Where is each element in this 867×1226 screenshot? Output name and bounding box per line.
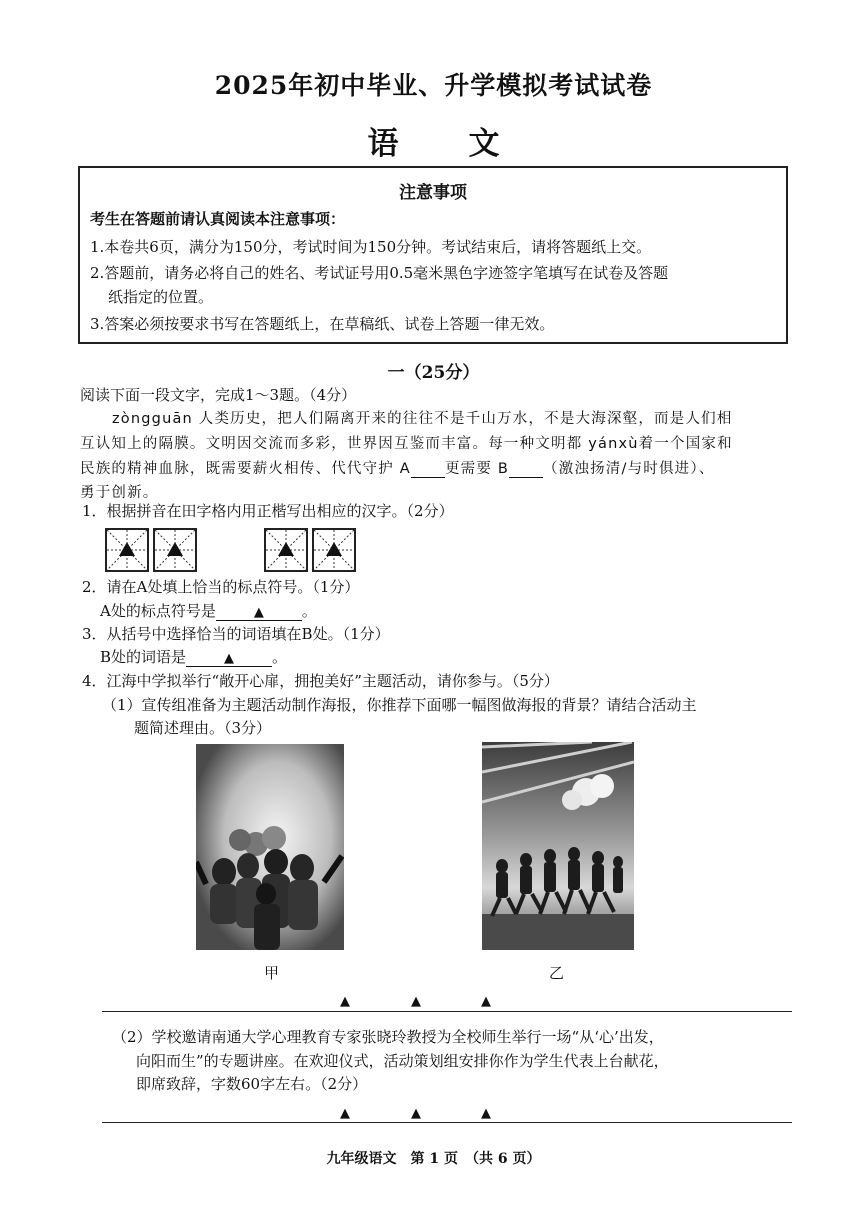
question-4-1-cont: 题简述理由。（3分） [134, 719, 272, 737]
notice-item-3: 3.答案必须按要求书写在答题纸上，在草稿纸、试卷上答题一律无效。 [90, 315, 555, 333]
question-3: 3．从括号中选择恰当的词语填在B处。（1分） [82, 625, 390, 643]
question-4-2-cont-2: 即席致辞，字数60字左右。（2分） [136, 1075, 368, 1093]
tianzi-grid-2[interactable] [153, 528, 197, 572]
passage-line-3-b: 更需要 B [444, 461, 509, 477]
answer-marker: ▲ [411, 994, 421, 1009]
question-4: 4．江海中学拟举行“敞开心扉，拥抱美好”主题活动，请你参与。（5分） [82, 672, 559, 690]
blank-a[interactable] [411, 461, 445, 478]
answer-marker: ▲ [340, 1106, 350, 1121]
passage-line-3-a: 民族的精神血脉，既需要薪火相传、代代守护 A [80, 461, 411, 477]
answer-blank-q3[interactable] [186, 648, 272, 667]
answer-marker: ▲ [481, 994, 491, 1009]
answer-marker: ▲ [340, 994, 350, 1009]
image-a-caption: 甲 [264, 964, 280, 982]
poster-image-a [196, 744, 344, 950]
passage-line-2: 互认知上的隔膜。文明因交流而多彩，世界因互鉴而丰富。每一种文明都 yánxù着一个国家和 [80, 436, 733, 452]
tianzi-grid-1[interactable] [105, 528, 149, 572]
answer-marker: ▲ [481, 1106, 491, 1121]
exam-subject: 语文 [367, 126, 570, 162]
question-4-1: （1）宣传组准备为主题活动制作海报，你推荐下面哪一幅图做海报的背景？请结合活动主 [102, 696, 697, 714]
notice-item-1: 1.本卷共6页，满分为150分，考试时间为150分钟。考试结束后，请将答题纸上交。 [90, 238, 652, 256]
blank-b[interactable] [509, 461, 543, 478]
notice-item-2-cont: 纸指定的位置。 [108, 288, 214, 306]
question-3-prompt: B处的词语是 [100, 648, 187, 666]
tianzi-grid-4[interactable] [312, 528, 356, 572]
answer-line-q4-1[interactable] [102, 1011, 792, 1012]
image-b-caption: 乙 [549, 964, 565, 982]
question-1: 1．根据拼音在田字格内用正楷写出相应的汉字。（2分） [82, 502, 454, 520]
question-4-2: （2）学校邀请南通大学心理教育专家张晓玲教授为全校师生举行一场“从‘心’出发， [112, 1028, 664, 1046]
passage-line-3 [80, 457, 715, 478]
passage-line-4: 勇于创新。 [80, 485, 159, 501]
question-4-2-cont-1: 向阳而生”的专题讲座。在欢迎仪式，活动策划组安排你作为学生代表上台献花， [136, 1052, 669, 1070]
notice-item-2: 2.答题前，请务必将自己的姓名、考试证号用0.5毫米黑色字迹签字笔填写在试卷及答题 [90, 264, 669, 282]
answer-marker: ▲ [253, 605, 264, 620]
notice-intro: 考生在答题前请认真阅读本注意事项： [90, 210, 346, 228]
reading-instruction: 阅读下面一段文字，完成1～3题。（4分） [80, 386, 357, 404]
page-footer: 九年级语文 第 1 页 （共 6 页） [326, 1151, 541, 1167]
passage-line-3-c: （激浊扬清/与时俱进）、 [543, 461, 715, 477]
section-heading: 一（25分） [387, 363, 480, 383]
question-2-prompt: A处的标点符号是 [100, 602, 216, 620]
answer-line-q4-2[interactable] [102, 1122, 792, 1123]
question-3-answer-line: B处的词语是 ▲ 。 [100, 648, 288, 666]
notice-heading: 注意事项 [399, 183, 467, 203]
answer-blank-q2[interactable] [216, 602, 302, 621]
tianzi-grid-3[interactable] [264, 528, 308, 572]
passage-line-1: zòngguān 人类历史，把人们隔离开来的往往不是千山万水，不是大海深壑，而是人们相 [112, 411, 733, 427]
exam-title: 2025年初中毕业、升学模拟考试试卷 [214, 71, 653, 100]
answer-marker: ▲ [411, 1106, 421, 1121]
question-2: 2．请在A处填上恰当的标点符号。（1分） [82, 578, 360, 596]
poster-image-b [482, 742, 634, 950]
question-2-answer-line: A处的标点符号是 ▲ 。 [100, 602, 317, 620]
notice-box [78, 166, 788, 344]
answer-marker: ▲ [224, 651, 235, 666]
